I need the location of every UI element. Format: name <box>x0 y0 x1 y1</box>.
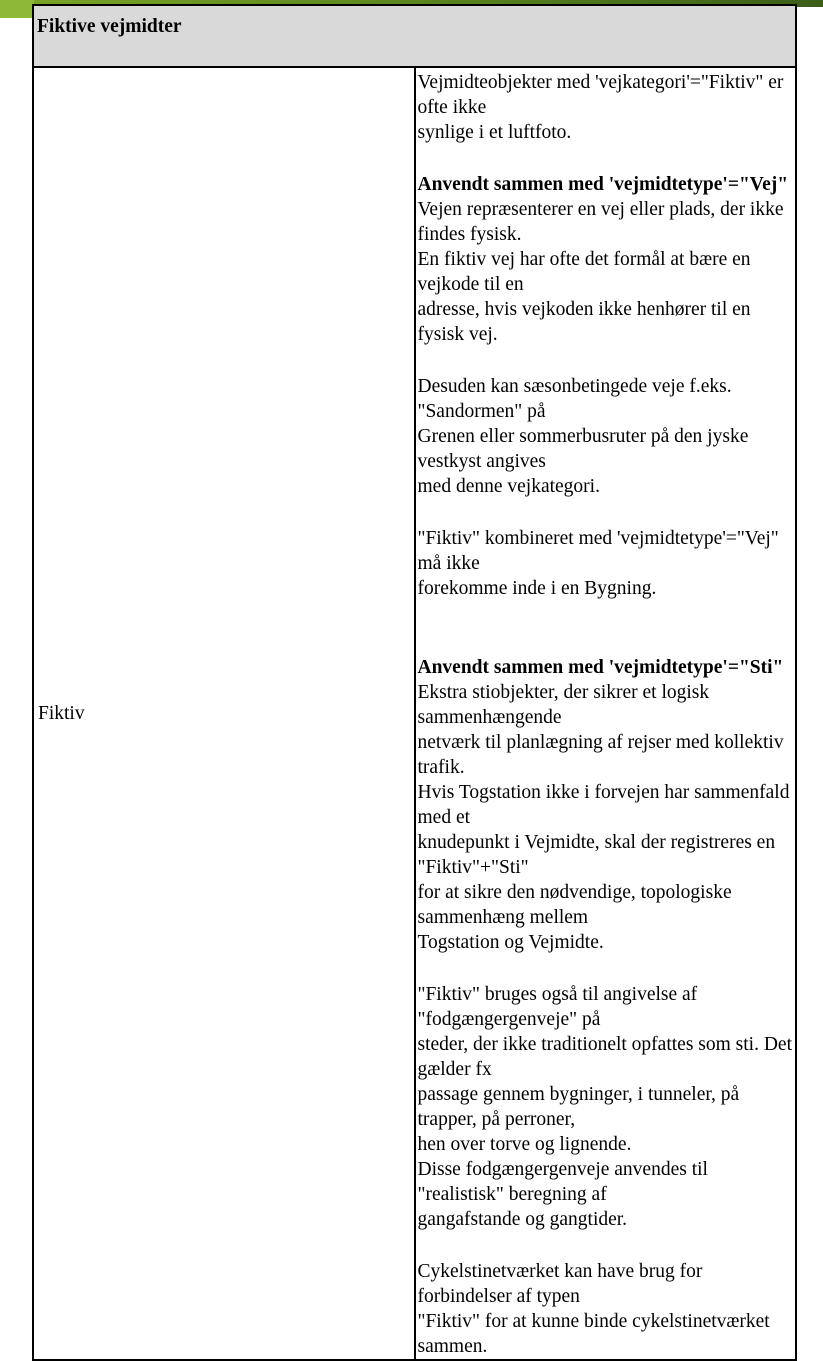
text-line: Disse fodgængergenveje anvendes til "realistisk" beregning af <box>417 1159 708 1205</box>
paragraph-building-restriction <box>418 526 794 601</box>
table-title: Fiktive vejmidter <box>37 16 182 37</box>
text-line: hen over torve og lignende. <box>417 1134 632 1155</box>
section-heading-sti: Anvendt sammen med 'vejmidtetype'="Sti" <box>417 657 784 678</box>
category-cell <box>33 67 415 1360</box>
table-row <box>33 67 796 1360</box>
text-line: Vejmidteobjekter med 'vejkategori'="Fiktiv" er ofte ikke <box>417 72 784 118</box>
text-line: passage gennem bygninger, i tunneler, på trapper, på perroner, <box>417 1084 740 1130</box>
definition-table <box>32 4 797 1361</box>
description-content <box>416 68 796 1359</box>
text-line: Togstation og Vejmidte. <box>417 932 604 953</box>
text-line: gangafstande og gangtider. <box>417 1209 628 1230</box>
section-vej <box>418 172 794 347</box>
paragraph-intro <box>418 70 794 145</box>
text-line: Desuden kan sæsonbetingede veje f.eks. "Sandormen" på <box>417 376 732 422</box>
table-header-row <box>33 5 796 67</box>
section-sti <box>418 655 794 955</box>
text-line: netværk til planlægning af rejser med kollektiv trafik. <box>417 732 784 778</box>
text-line: Ekstra stiobjekter, der sikrer et logisk sammenhængende <box>417 682 710 728</box>
text-line: forekomme inde i en Bygning. <box>417 578 657 599</box>
paragraph-pedestrian-shortcuts <box>418 982 794 1232</box>
section-heading-vej: Anvendt sammen med 'vejmidtetype'="Vej" <box>417 174 789 195</box>
text-line: adresse, hvis vejkoden ikke henhører til en fysisk vej. <box>417 299 751 345</box>
text-line: med denne vejkategori. <box>417 476 600 497</box>
text-line: "Fiktiv" bruges også til angivelse af "fodgængergenveje" på <box>417 984 698 1030</box>
category-label: Fiktiv <box>38 702 85 724</box>
text-line: Vejen repræsenterer en vej eller plads, der ikke findes fysisk. <box>417 199 784 245</box>
table-header-cell <box>33 5 796 67</box>
text-line: knudepunkt i Vejmidte, skal der registreres en "Fiktiv"+"Sti" <box>417 832 776 878</box>
text-line: En fiktiv vej har ofte det formål at bære en vejkode til en <box>417 249 751 295</box>
text-line: Hvis Togstation ikke i forvejen har sammenfald med et <box>417 782 790 828</box>
text-line: steder, der ikke traditionelt opfattes som sti. Det gælder fx <box>417 1034 792 1080</box>
text-line: "Fiktiv" kombineret med 'vejmidtetype'="Vej" må ikke <box>417 528 779 574</box>
text-line: for at sikre den nødvendige, topologiske sammenhæng mellem <box>417 882 732 928</box>
text-line: synlige i et luftfoto. <box>417 122 572 143</box>
top-accent-corner <box>0 0 34 18</box>
description-cell <box>415 67 797 1360</box>
text-line: "Fiktiv" for at kunne binde cykelstinetværket sammen. <box>417 1311 770 1357</box>
paragraph-seasonal-roads <box>418 374 794 499</box>
paragraph-cycle-network <box>418 1259 794 1359</box>
text-line: Cykelstinetværket kan have brug for forbindelser af typen <box>417 1261 703 1307</box>
text-line: Grenen eller sommerbusruter på den jyske vestkyst angives <box>417 426 749 472</box>
